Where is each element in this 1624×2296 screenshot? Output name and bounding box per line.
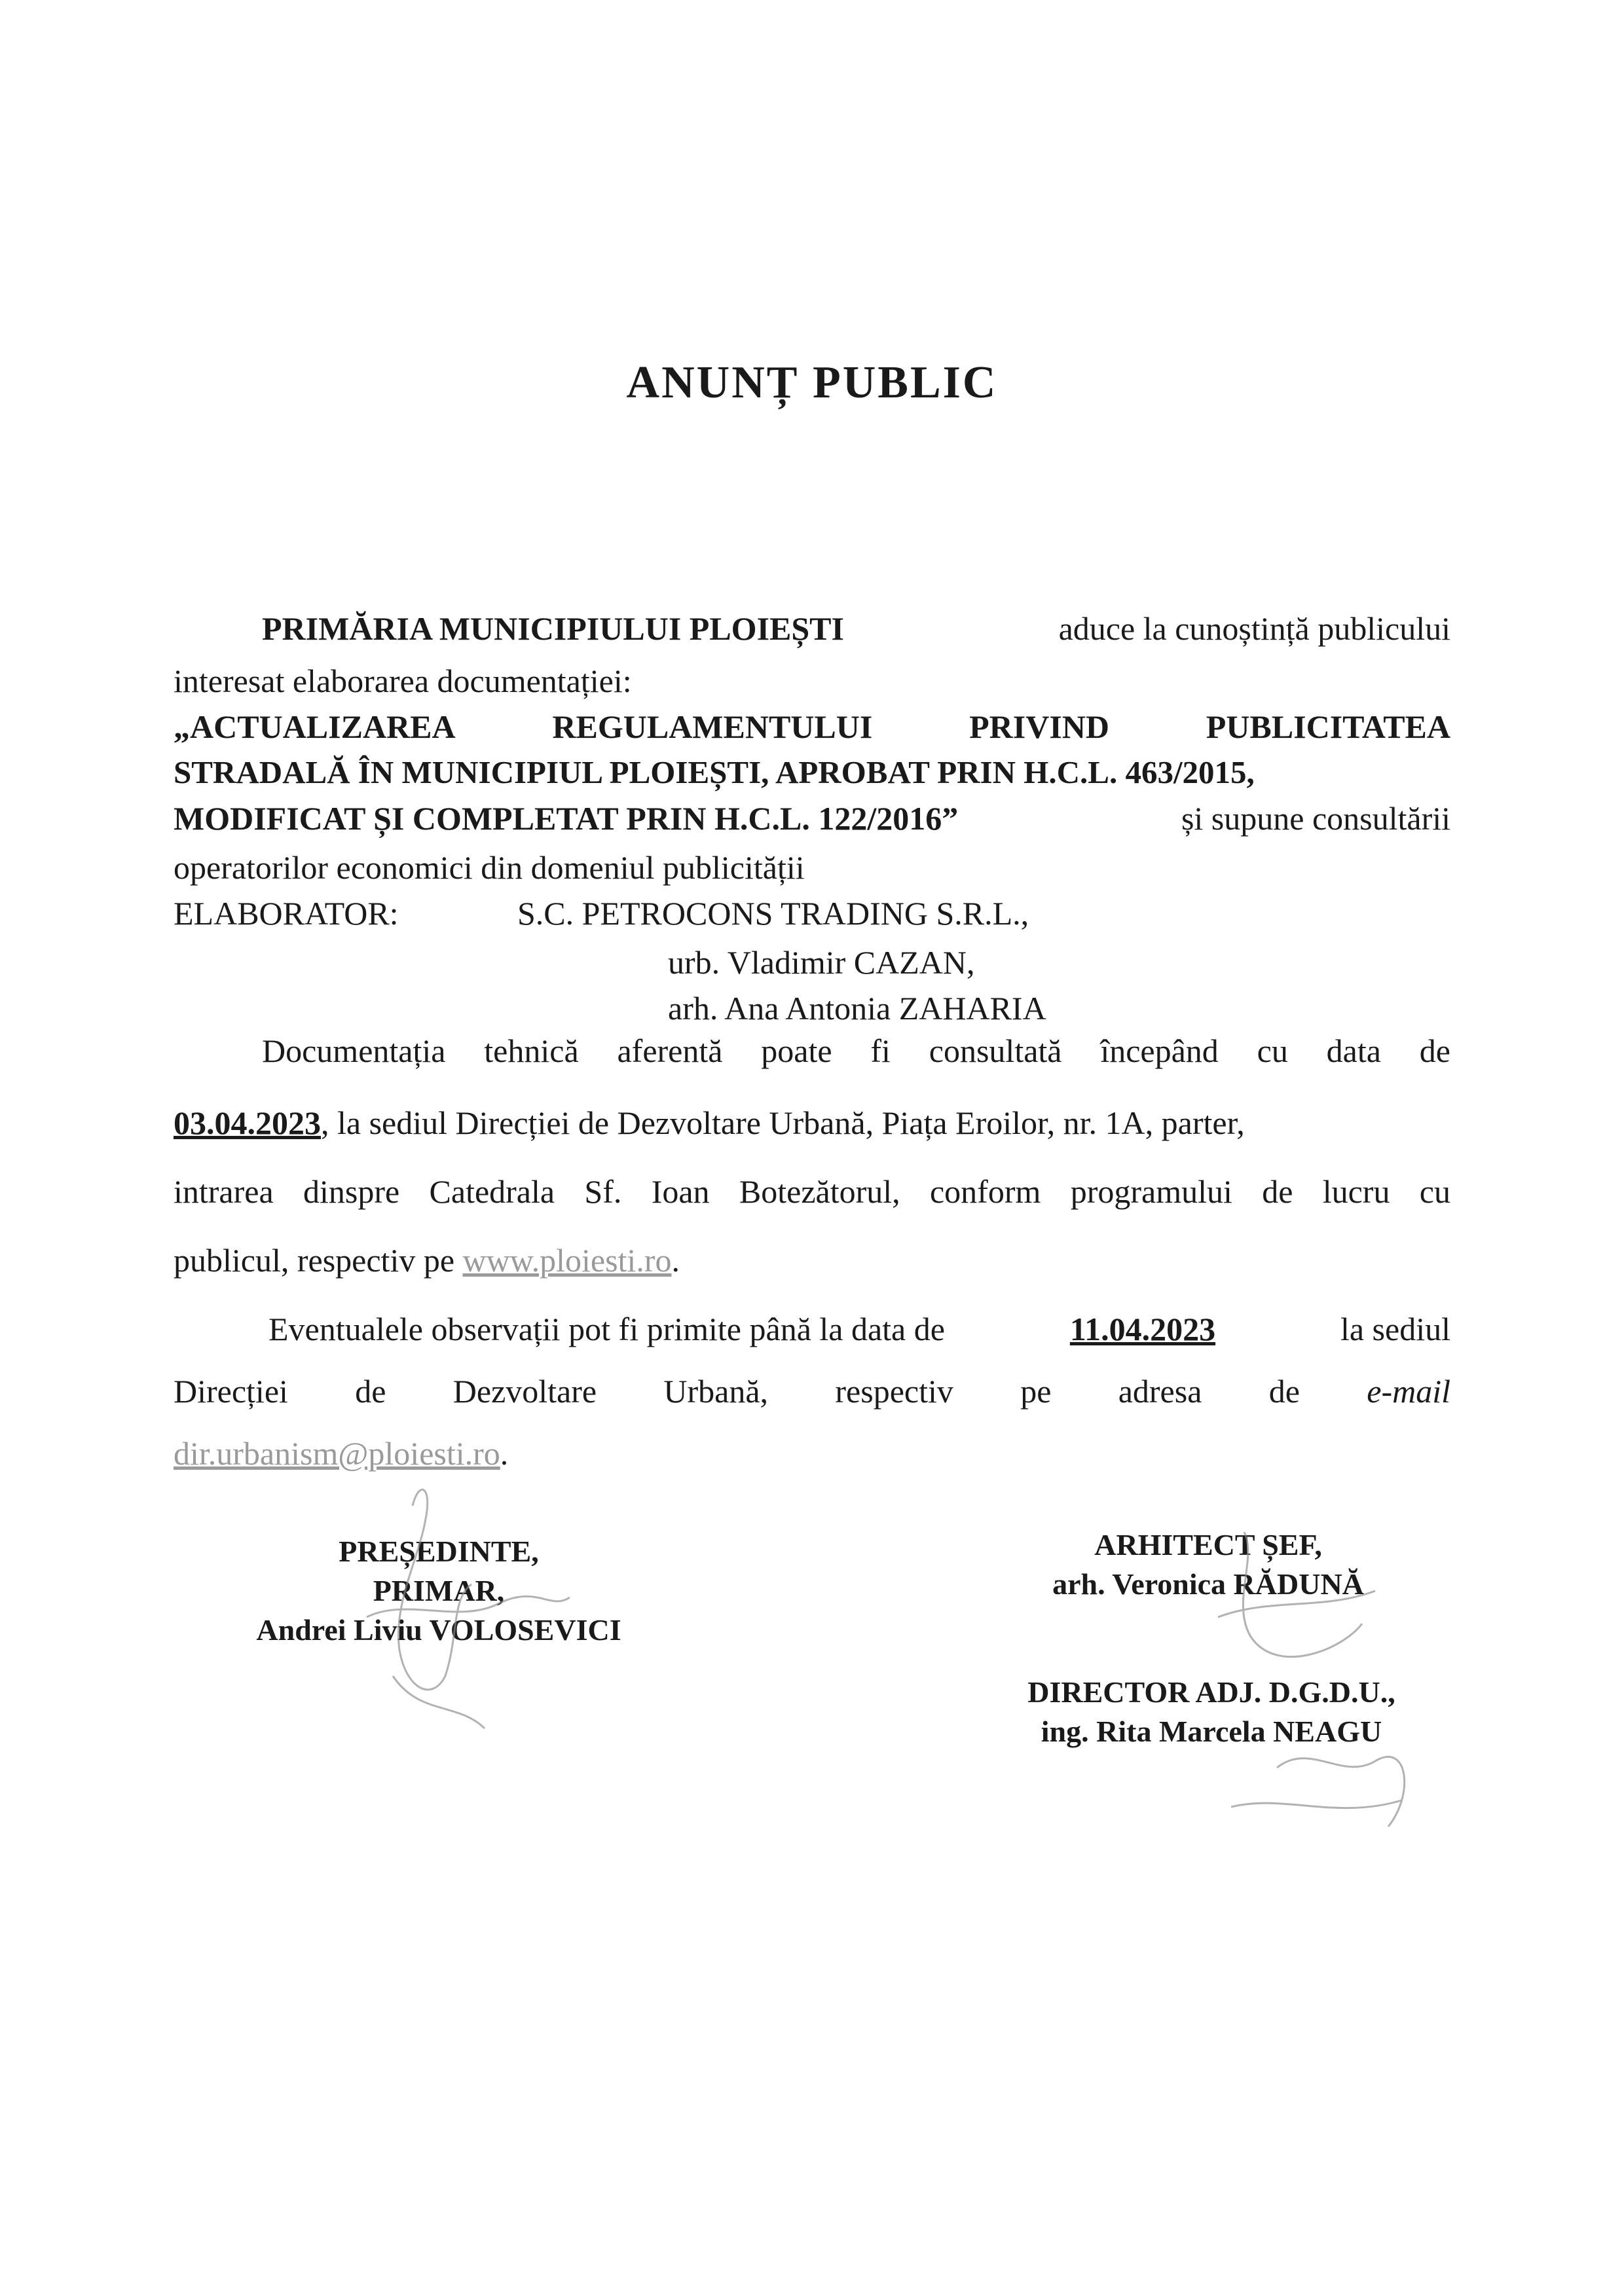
website-link[interactable]: www.ploiesti.ro bbox=[462, 1242, 672, 1279]
elaborator-label: ELABORATOR: bbox=[174, 895, 399, 932]
document-title: ANUNȚ PUBLIC bbox=[626, 357, 998, 408]
p3-line-1-post: la sediul bbox=[1340, 1311, 1450, 1347]
p3-line-1-pre: Eventualele observații pot fi primite până la data de bbox=[268, 1311, 945, 1347]
deputy-director-title: DIRECTOR ADJ. D.G.D.U., bbox=[1027, 1675, 1395, 1709]
p3-word: Direcției bbox=[174, 1373, 288, 1410]
mayor-name: Andrei Liviu VOLOSEVICI bbox=[256, 1613, 621, 1647]
p2-line-3: intrarea dinspre Catedrala Sf. Ioan Botezătorul, conform programului de lucru cu bbox=[174, 1173, 1450, 1210]
p3-word: adresa bbox=[1118, 1373, 1202, 1410]
p1-line-2: interesat elaborarea documentației: bbox=[174, 663, 632, 699]
p2-line-4 bbox=[174, 1241, 1450, 1280]
doc-word: PUBLICITATEA bbox=[1206, 708, 1450, 745]
consultation-text: și supune consultării bbox=[1181, 800, 1450, 837]
elaborator-person-2: arh. Ana Antonia ZAHARIA bbox=[668, 990, 1046, 1027]
elaborator-company: S.C. PETROCONS TRADING S.R.L., bbox=[517, 895, 1029, 932]
chief-architect-title: ARHITECT ȘEF, bbox=[1094, 1528, 1322, 1561]
document-name-line-2: STRADALĂ ÎN MUNICIPIUL PLOIEȘTI, APROBAT PRIN H.C.L. 463/2015, bbox=[174, 754, 1255, 790]
email-link[interactable]: dir.urbanism@ploiesti.ro bbox=[174, 1435, 500, 1472]
p3-line-3-post: . bbox=[500, 1435, 509, 1472]
p2-line-2-rest: , la sediul Direcției de Dezvoltare Urbană, Piața Eroilor, nr. 1A, parter, bbox=[321, 1104, 1245, 1141]
mayor-title-1: PREȘEDINTE, bbox=[339, 1535, 539, 1568]
p3-email-word: e-mail bbox=[1367, 1373, 1450, 1410]
p3-word: de bbox=[355, 1373, 386, 1410]
p2-line-4-pre: publicul, respectiv pe bbox=[174, 1242, 455, 1279]
p1-line-1 bbox=[174, 609, 1450, 648]
p2-line-2 bbox=[174, 1103, 1450, 1142]
organization-name: PRIMĂRIA MUNICIPIULUI PLOIEȘTI bbox=[262, 610, 844, 647]
p3-word: Dezvoltare bbox=[452, 1373, 597, 1410]
doc-word: PRIVIND bbox=[969, 708, 1110, 745]
p3-word: pe bbox=[1020, 1373, 1052, 1410]
elaborator-person-1: urb. Vladimir CAZAN, bbox=[668, 944, 975, 981]
p1-line-1-rest: aduce la cunoștință publicului bbox=[1058, 610, 1450, 647]
p1-line-6: operatorilor economici din domeniul publicității bbox=[174, 849, 805, 886]
deputy-director-name: ing. Rita Marcela NEAGU bbox=[1041, 1715, 1382, 1748]
consultation-start-date: 03.04.2023 bbox=[174, 1104, 321, 1141]
p2-line-4-post: . bbox=[671, 1242, 680, 1279]
p3-word: de bbox=[1268, 1373, 1300, 1410]
chief-architect-name: arh. Veronica RĂDUNĂ bbox=[1052, 1567, 1364, 1601]
mayor-title-2: PRIMAR, bbox=[373, 1574, 505, 1607]
p3-line-1 bbox=[268, 1309, 1450, 1349]
p3-line-3 bbox=[174, 1434, 1450, 1473]
p3-word: respectiv bbox=[835, 1373, 953, 1410]
doc-word: „ACTUALIZAREA bbox=[174, 708, 456, 745]
p3-line-2 bbox=[174, 1372, 1450, 1411]
doc-word: REGULAMENTULUI bbox=[552, 708, 873, 745]
document-name-line-1 bbox=[174, 707, 1450, 746]
signature-block-chief-architect bbox=[995, 1525, 1421, 1604]
p2-line-1: Documentația tehnică aferentă poate fi consultată începând cu data de bbox=[262, 1032, 1450, 1069]
signature-block-mayor bbox=[242, 1532, 635, 1650]
signature-block-deputy-director bbox=[982, 1673, 1441, 1751]
document-name-end: MODIFICAT ȘI COMPLETAT PRIN H.C.L. 122/2016” bbox=[174, 800, 959, 837]
p3-word: Urbană, bbox=[663, 1373, 769, 1410]
observations-deadline-date: 11.04.2023 bbox=[1069, 1311, 1216, 1347]
document-name-line-3 bbox=[174, 799, 1450, 838]
